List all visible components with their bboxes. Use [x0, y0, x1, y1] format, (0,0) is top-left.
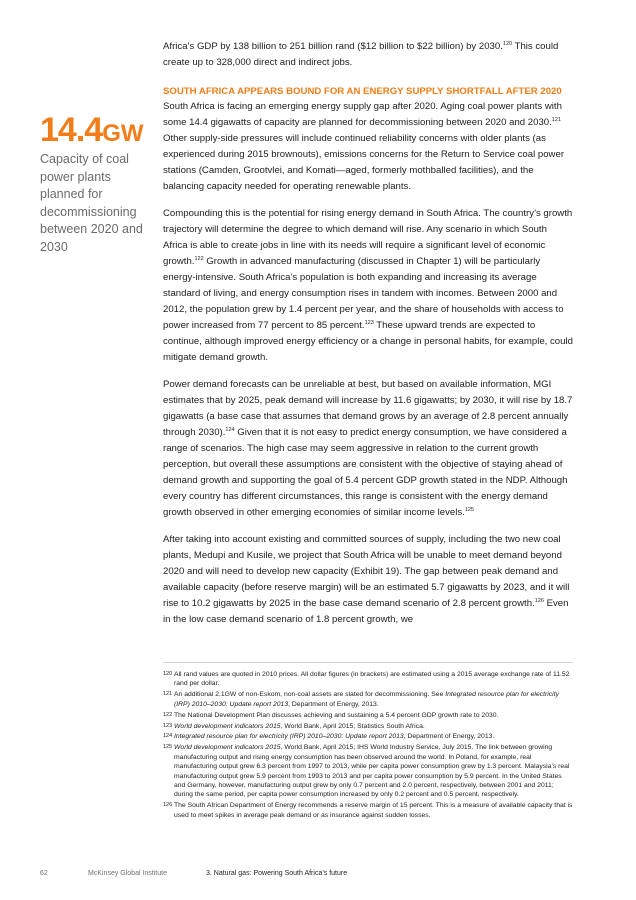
paragraph-supply-gap: [163, 99, 573, 195]
stat-unit: GW: [102, 120, 144, 147]
stat-number: 14.4: [40, 111, 103, 149]
section-heading: SOUTH AFRICA APPEARS BOUND FOR AN ENERGY SUPPLY SHORTFALL AFTER 2020: [163, 86, 562, 97]
footnote-124: [163, 732, 573, 741]
footnotes: [163, 670, 573, 822]
paragraph-demand-growth: [163, 206, 573, 366]
footnote-121: [163, 690, 573, 709]
paragraph-demand-forecast: [163, 377, 573, 521]
footnote-divider: [163, 662, 573, 663]
footnote-126: [163, 801, 573, 820]
footnote-number: 120: [163, 671, 173, 677]
footnote-text-part: , Department of Energy, 2013.: [288, 700, 379, 708]
footnote-text: [174, 722, 573, 731]
footnote-text-part: , World Bank, April 2015; Statistics South Africa.: [280, 722, 425, 730]
paragraph-capacity-gap: [163, 532, 573, 628]
intro-paragraph: [163, 39, 573, 71]
chapter-title: 3. Natural gas: Powering South Africa’s future: [206, 870, 348, 877]
paragraph-text: After taking into account existing and committed sources of supply, including the two new coal plants, Medupi and Kusile, we project that South Africa will be unable to meet demand beyond 2020 and will need to develop new capacity (Exhibit 19). The gap between peak demand and available capacity (before reserve margin) will be an estimated 5.7 gigawatts by 2023, and it will rise to 10.2 gigawatts by 2025 in the base case demand scenario of 2.8 percent growth.: [163, 534, 570, 609]
footnote-number: 126: [163, 802, 173, 809]
footnote-number: 123: [163, 722, 173, 729]
footnote-citation-title: World development indicators 2015: [174, 744, 281, 752]
publisher-name: McKinsey Global Institute: [88, 870, 167, 877]
footnote-ref-121: 121: [551, 116, 561, 123]
footnote-ref-124: 124: [225, 426, 235, 433]
paragraph-text: Even in the low case demand scenario of 1.8 percent growth, we: [163, 598, 569, 625]
footnote-120: [163, 670, 573, 689]
paragraph-text: Growth in advanced manufacturing (discussed in Chapter 1) will be particularly energy-intensive. South Africa’s population is both expanding and increasing its average standard of living, and energy consumption rises in tandem with incomes. Between 2000 and 2012, the population grew by 1.4 percent per year, and the share of households with access to power increased from 77 percent to 85 percent.: [163, 256, 564, 331]
footnote-number: 124: [163, 733, 173, 740]
stat-value: [40, 113, 148, 147]
footnote-number: 122: [163, 711, 173, 718]
footnote-text-part: , World Bank, April 2015; IHS World Industry Service, July 2015. The link between growing manufacturing output and rising energy consumption has been observed around the world. In Poland, for example, real manufacturing output grew 6.3 percent from 1997 to 2013, while per capita power consumption grew by 1.3 percent. Malaysia’s real manufacturing output grew 5.9 percent from 1993 to 2013 and per capita power consumption by 5.9 percent. In the United States and Germany, however, manufacturing output grew by only 0.7 percent and 2.0 percent, respectively, between 2001 and 2011; during the same period, per capita power consumption increased by only 0.2 percent and 0.5 percent, respectively.: [174, 744, 570, 799]
intro-text: Africa’s GDP by 138 billion to 251 billion rand ($12 billion to $22 billion) by 2030.: [163, 41, 503, 52]
footnote-text: [174, 743, 573, 799]
page-number: 62: [40, 870, 48, 877]
sidebar-callout: [40, 113, 148, 256]
footnote-citation-title: Integrated resource plan for electricity (IRP) 2010–2030: Update report 2013: [174, 691, 559, 708]
footnote-ref-122: 122: [194, 255, 204, 262]
footnote-text: [174, 690, 573, 709]
footnote-text-part: An additional 2.1GW of non-Eskom, non-coal assets are slated for decommissioning. See: [174, 691, 446, 699]
footnote-number: 125: [163, 744, 173, 751]
main-text: [163, 39, 573, 639]
footnote-ref-120: 120: [502, 40, 513, 47]
footnote-ref-125: 125: [464, 506, 474, 513]
footnote-number: 121: [163, 691, 173, 698]
footnote-citation-title: Integrated resource plan for electricity (IRP) 2010–2030: Update report 2013: [174, 733, 404, 741]
footnote-122: [163, 711, 573, 720]
footnote-text: [174, 732, 573, 741]
paragraph-text: Other supply-side pressures will include continued reliability concerns with older plants (as experienced during 2015 brownouts), emissions concerns for the Return to Service coal power stations (Camden, Grootvlei, and Komati—aged, formerly mothballed facilities), and the balancing capacity needed for operating renewable plants.: [163, 133, 565, 192]
footnote-ref-126: 126: [534, 597, 544, 604]
paragraph-text: South Africa is facing an emerging energy supply gap after 2020. Aging coal power plants with some 14.4 gigawatts of capacity are planned for decommissioning between 2020 and 2030.: [163, 101, 562, 128]
paragraph-text: Power demand forecasts can be unreliable at best, but based on available information, MGI estimates that by 2025, peak demand will increase by 11.6 gigawatts; by 2030, it will rise by 18.7 gigawatts (a base case that assumes that demand grows by an average of 2.8 percent annually through 2030).: [163, 379, 573, 438]
paragraph-text: Compounding this is the potential for rising energy demand in South Africa. The country’s growth trajectory will determine the degree to which demand will rise. Any scenario in which South Africa is able to create jobs in line with its needs will require a significant level of economic growth.: [163, 208, 573, 267]
footnote-123: [163, 722, 573, 731]
footnote-ref-123: 123: [364, 319, 374, 326]
stat-label: Capacity of coal power plants planned for decommissioning between 2020 and 2030: [40, 152, 143, 254]
footnote-text: All rand values are quoted in 2010 prices. All dollar figures (in brackets) are estimated using a 2015 average exchange rate of 11.52 rand per dollar.: [174, 671, 570, 688]
footnote-text-part: , Department of Energy, 2013.: [403, 733, 495, 741]
footnote-citation-title: World development indicators 2015: [174, 722, 281, 730]
footnote-text: The South African Department of Energy recommends a reserve margin of 15 percent. This is a measure of available capacity that is used to meet spikes in average peak demand or as insurance against sudden losses.: [174, 802, 573, 819]
paragraph-text: These upward trends are expected to continue, although improved energy efficiency or a change in personal habits, for example, could mitigate demand growth.: [163, 320, 573, 363]
footnote-125: [163, 743, 573, 799]
intro-tail-text: This could create up to 328,000 direct and indirect jobs.: [163, 41, 559, 68]
paragraph-text: Given that it is not easy to predict energy consumption, we have considered a range of scenarios. The high case may seem aggressive in relation to the current growth perception, but overall these assumptions are consistent with the objective of staying ahead of demand growth and supporting the goal of 5.4 percent GDP growth stated in the NDP. Although every country has different circumstances, this range is consistent with the energy demand growth observed in other emerging economies of similar income levels.: [163, 427, 568, 518]
footnote-text: The National Development Plan discusses achieving and sustaining a 5.4 percent GDP growth rate to 2030.: [174, 711, 499, 719]
